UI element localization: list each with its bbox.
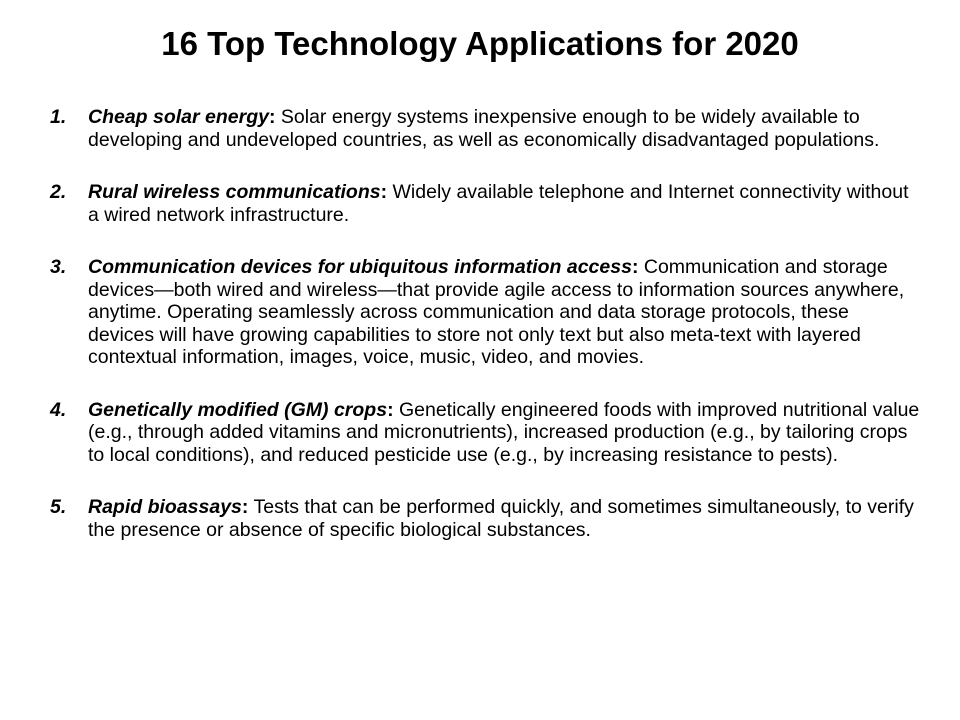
item-description: Tests that can be performed quickly, and sometimes simultaneously, to verify the presence or absence of specific biological substances. xyxy=(88,496,914,541)
slide-title: 16 Top Technology Applications for 2020 xyxy=(161,25,799,62)
list-item xyxy=(50,496,920,541)
item-number: 4. xyxy=(50,398,67,421)
item-description: Widely available telephone and Internet connectivity without a wired network infrastructure. xyxy=(88,181,909,226)
item-term: Communication devices for ubiquitous information access xyxy=(88,256,632,278)
item-term: Rapid bioassays xyxy=(88,496,242,518)
item-colon: : xyxy=(631,256,639,278)
item-description: Communication and storage devices—both wired and wireless—that provide agile access to information sources anywhere, anytime. Operating seamlessly across communication and data storage protocols, these devices will have growing capabilities to store not only text but also meta-text with layered contextual information, images, voice, music, video, and movies. xyxy=(88,256,905,368)
item-term: Rural wireless communications xyxy=(88,181,381,203)
item-number: 1. xyxy=(50,106,67,128)
application-list xyxy=(50,106,920,571)
list-item xyxy=(50,399,920,467)
list-item xyxy=(50,256,920,369)
item-colon: : xyxy=(387,398,394,421)
list-item xyxy=(50,106,920,151)
item-number: 5. xyxy=(50,496,67,518)
item-colon: : xyxy=(241,496,249,518)
item-number: 3. xyxy=(50,256,67,278)
list-item xyxy=(50,181,920,226)
item-term: Genetically modified (GM) crops xyxy=(88,398,388,421)
item-description: Genetically engineered foods with improved nutritional value (e.g., through added vitamins and micronutrients), increased production (e.g., by tailoring crops to local conditions), and reduced pesticide use (e.g., by increasing resistance to pests). xyxy=(88,398,920,466)
item-colon: : xyxy=(380,181,388,203)
item-description: Solar energy systems inexpensive enough to be widely available to developing and undeveloped countries, as well as economically disadvantaged populations. xyxy=(88,106,880,151)
item-term: Cheap solar energy xyxy=(88,106,269,128)
item-number: 2. xyxy=(50,181,67,203)
item-colon: : xyxy=(268,106,276,128)
